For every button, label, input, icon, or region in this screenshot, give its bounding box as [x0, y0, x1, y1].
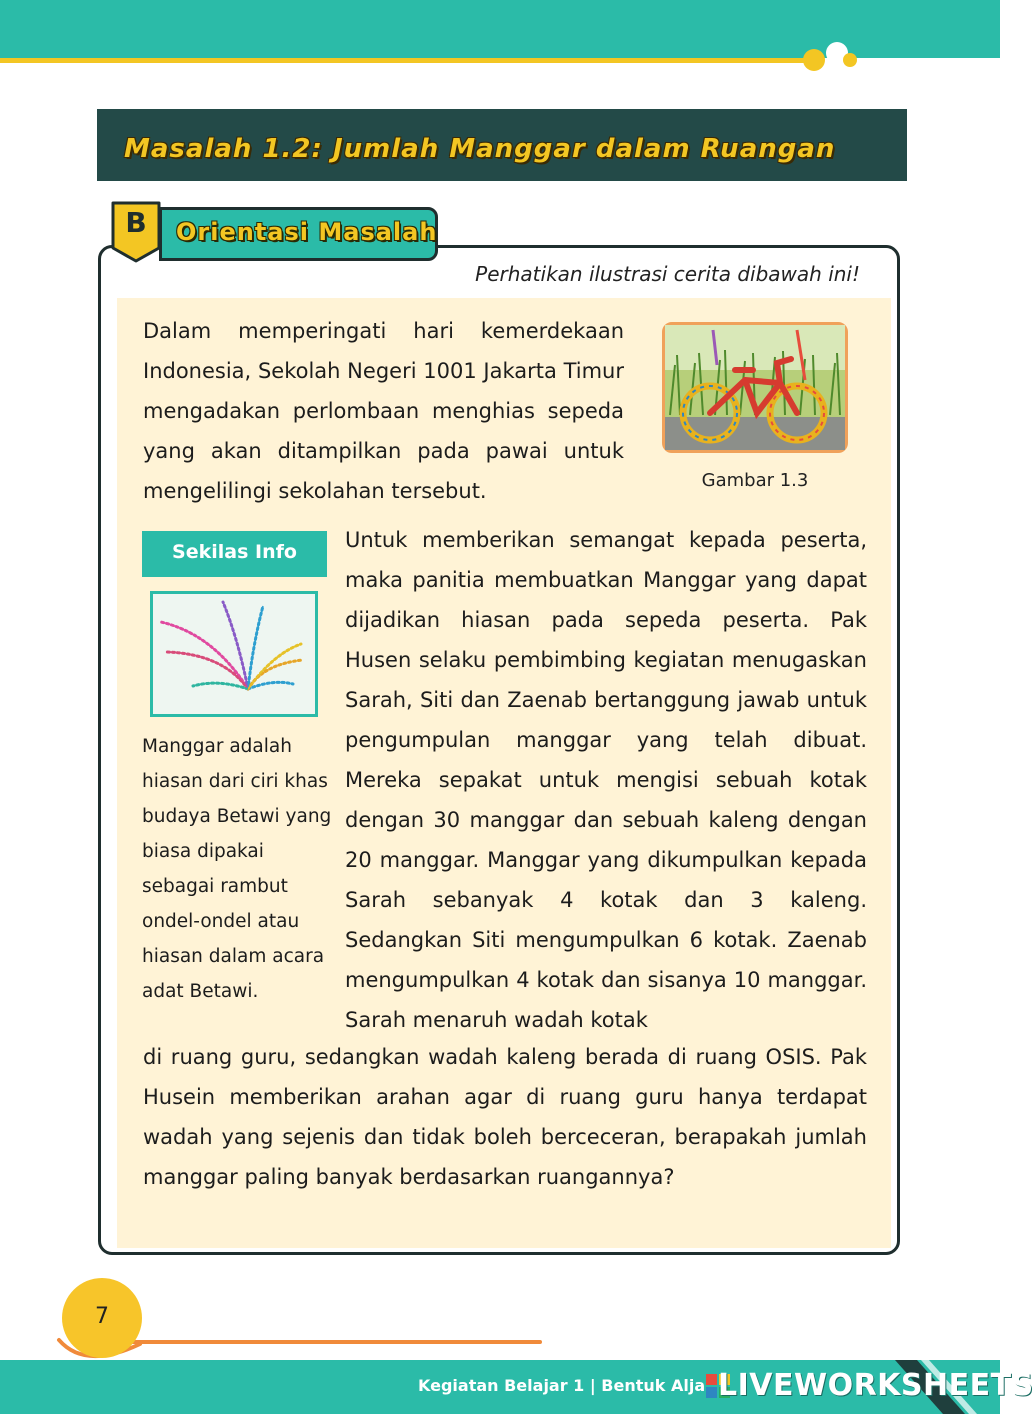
- story-paragraph-1: Dalam memperingati hari kemerdekaan Indonesia, Sekolah Negeri 1001 Jakarta Timur mengadakan perlombaan menghias sepeda yang akan ditampilkan pada pawai untuk mengelilingi sekolahan tersebut.: [143, 319, 624, 503]
- bicycle-illustration-icon: [665, 325, 845, 450]
- story-paragraph-2: Untuk memberikan semangat kepada peserta, maka panitia membuatkan Manggar yang dapat dijadikan hiasan pada sepeda peserta. Pak Husen selaku pembimbing kegiatan menugaskan Sarah, Siti dan Zaenab bertanggung jawab untuk pengumpulan manggar yang telah dibuat. Mereka sepakat untuk mengisi sebuah kotak dengan 30 manggar dan sebuah kaleng dengan 20 manggar. Manggar yang dikumpulkan kepada Sarah sebanyak 4 kotak dan 3 kaleng. Sedangkan Siti mengumpulkan 6 kotak. Zaenab mengumpulkan 4 kotak dan sisanya 10 manggar. Sarah menaruh wadah kotak: [345, 528, 867, 1032]
- decor-dot-large: [803, 49, 825, 71]
- manggar-illustration-icon: [153, 594, 315, 714]
- footer-text: Kegiatan Belajar 1 | Bentuk Alja: [418, 1376, 706, 1395]
- footer-accent-line: [130, 1340, 542, 1344]
- page-number: 7: [95, 1304, 109, 1329]
- section-letter: B: [125, 206, 147, 239]
- liveworksheets-watermark[interactable]: LIVEWORKSHEETS: [718, 1368, 1034, 1403]
- decor-dot-small: [843, 53, 857, 67]
- page-title: Masalah 1.2: Jumlah Manggar dalam Ruangan: [124, 134, 836, 164]
- story-paragraph-3: di ruang guru, sedangkan wadah kaleng berada di ruang OSIS. Pak Husein memberikan arahan agar di ruang guru hanya terdapat wadah yang sejenis dan tidak boleh berceceran, berapakah jumlah manggar paling banyak berdasarkan ruangannya?: [143, 1045, 867, 1189]
- top-banner: [0, 0, 1000, 58]
- section-title: Orientasi Masalah: [176, 218, 438, 246]
- intro-instruction: Perhatikan ilustrasi cerita dibawah ini!: [475, 262, 860, 286]
- info-box-description: Manggar adalah hiasan dari ciri khas budaya Betawi yang biasa dipakai sebagai rambut ondel-ondel atau hiasan dalam acara adat Betawi.: [142, 736, 332, 1002]
- info-box-title: Sekilas Info: [172, 541, 297, 563]
- manggar-image: [150, 591, 318, 717]
- top-accent-line: [0, 58, 820, 63]
- bicycle-image: [662, 322, 848, 453]
- figure-caption: Gambar 1.3: [701, 470, 809, 491]
